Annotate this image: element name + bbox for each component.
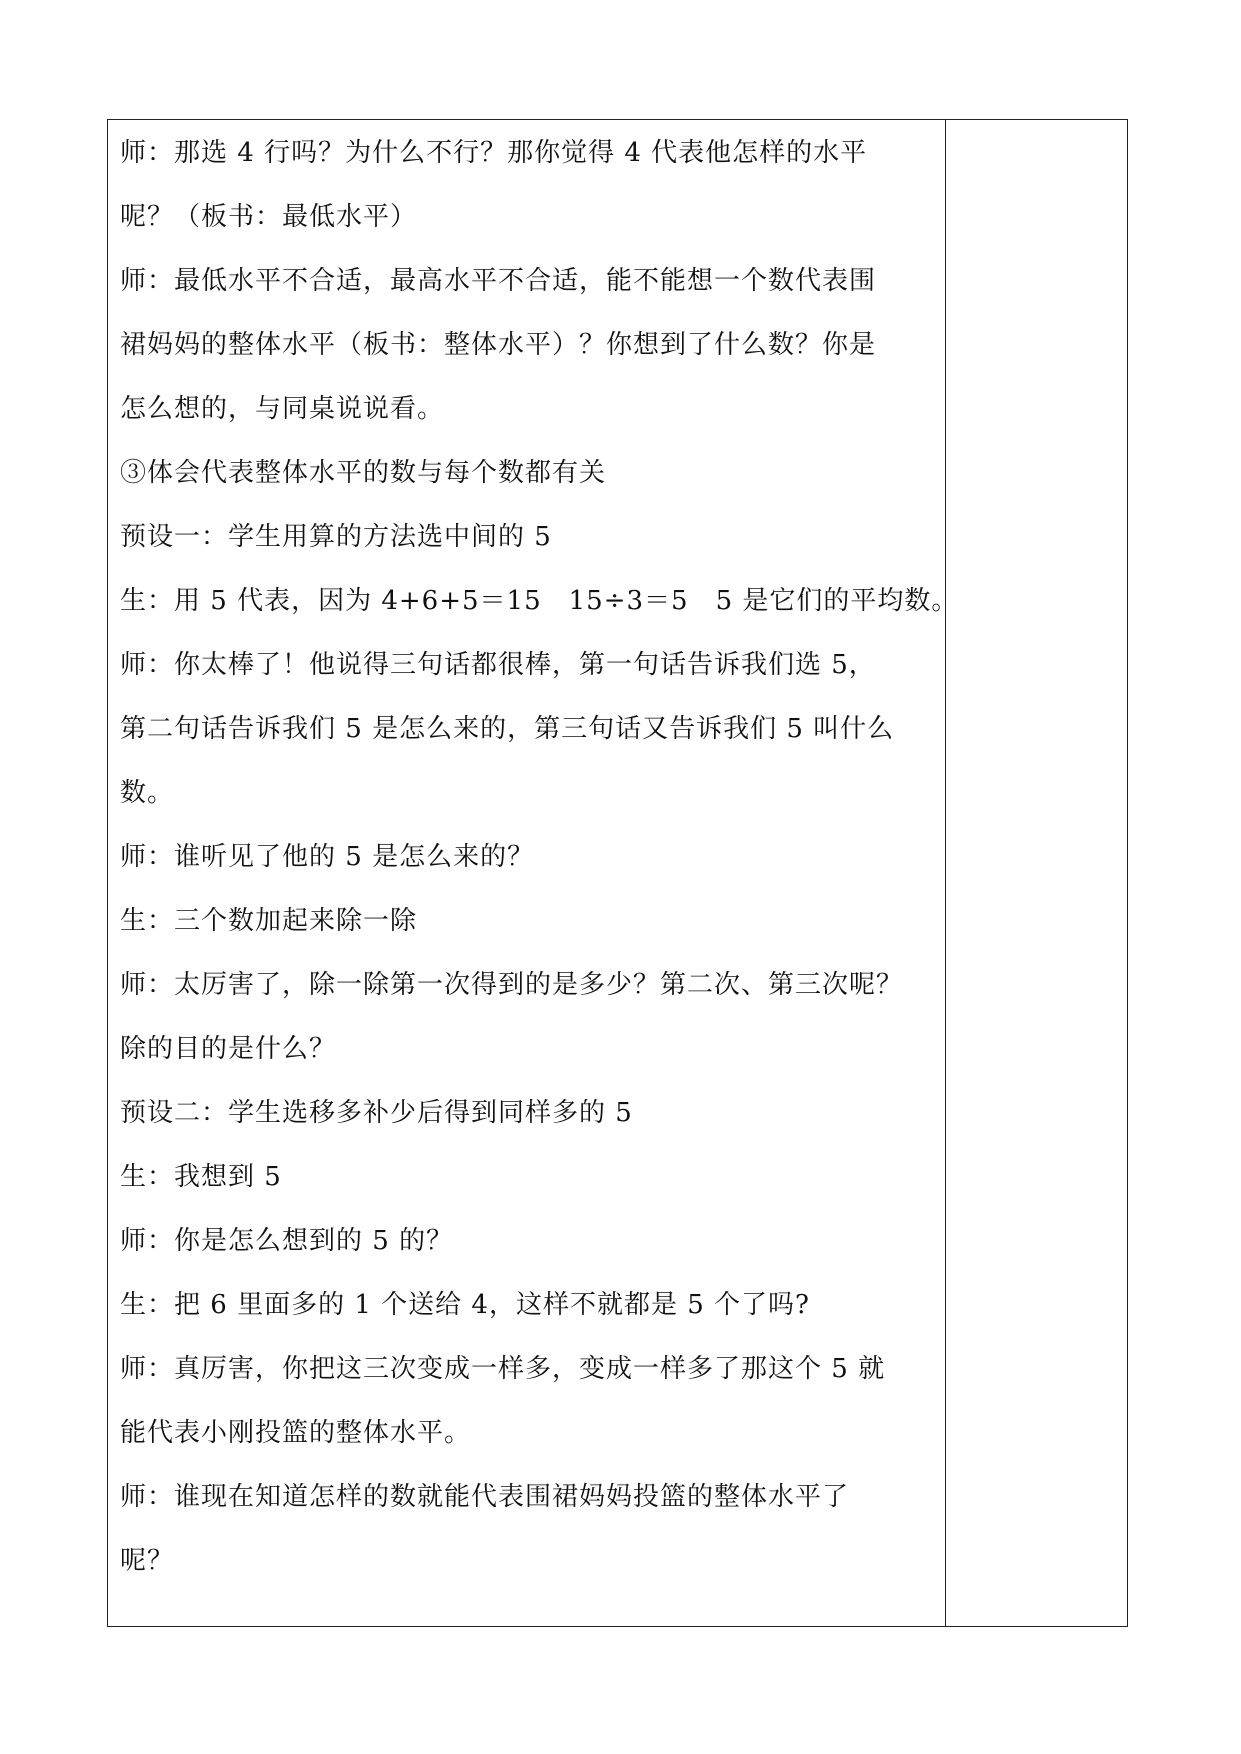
text-line: 呢？ [120,1546,175,1576]
text-line: 师：那选 4 行吗？为什么不行？那你觉得 4 代表他怎样的水平 [120,138,868,168]
text-line: 生：用 5 代表，因为 4+6+5＝15 15÷3＝5 5 是它们的平均数。 [120,586,959,616]
notes-cell [946,120,1128,1626]
text-line: 师：你太棒了！他说得三句话都很棒，第一句话告诉我们选 5， [120,650,876,680]
text-line: 师：你是怎么想到的 5 的？ [120,1226,454,1256]
lesson-table [107,119,1128,1627]
text-line: 裙妈妈的整体水平（板书：整体水平）？你想到了什么数？你是 [120,330,877,360]
text-line: 生：把 6 里面多的 1 个送给 4，这样不就都是 5 个了吗? [120,1290,810,1320]
text-line: 数。 [120,778,175,808]
text-line: 呢？（板书：最低水平） [120,202,418,232]
text-line: 第二句话告诉我们 5 是怎么来的，第三句话又告诉我们 5 叫什么 [120,714,895,744]
text-line: 生：三个数加起来除一除 [120,906,418,936]
text-line: 生：我想到 5 [120,1162,282,1192]
text-line: 师：真厉害，你把这三次变成一样多，变成一样多了那这个 5 就 [120,1354,886,1384]
text-line: 师：最低水平不合适，最高水平不合适，能不能想一个数代表围 [120,266,877,296]
text-line: 预设一：学生用算的方法选中间的 5 [120,522,552,552]
text-line: 怎么想的，与同桌说说看。 [120,394,445,424]
text-line: 除的目的是什么？ [120,1034,337,1064]
text-line: 师：太厉害了，除一除第一次得到的是多少？第二次、第三次呢？ [120,970,904,1000]
text-line: 师：谁听见了他的 5 是怎么来的？ [120,842,535,872]
text-line: ③体会代表整体水平的数与每个数都有关 [120,458,607,488]
text-line: 师：谁现在知道怎样的数就能代表围裙妈妈投篮的整体水平了 [120,1482,850,1512]
text-line: 能代表小刚投篮的整体水平。 [120,1418,472,1448]
text-line: 预设二：学生选移多补少后得到同样多的 5 [120,1098,633,1128]
